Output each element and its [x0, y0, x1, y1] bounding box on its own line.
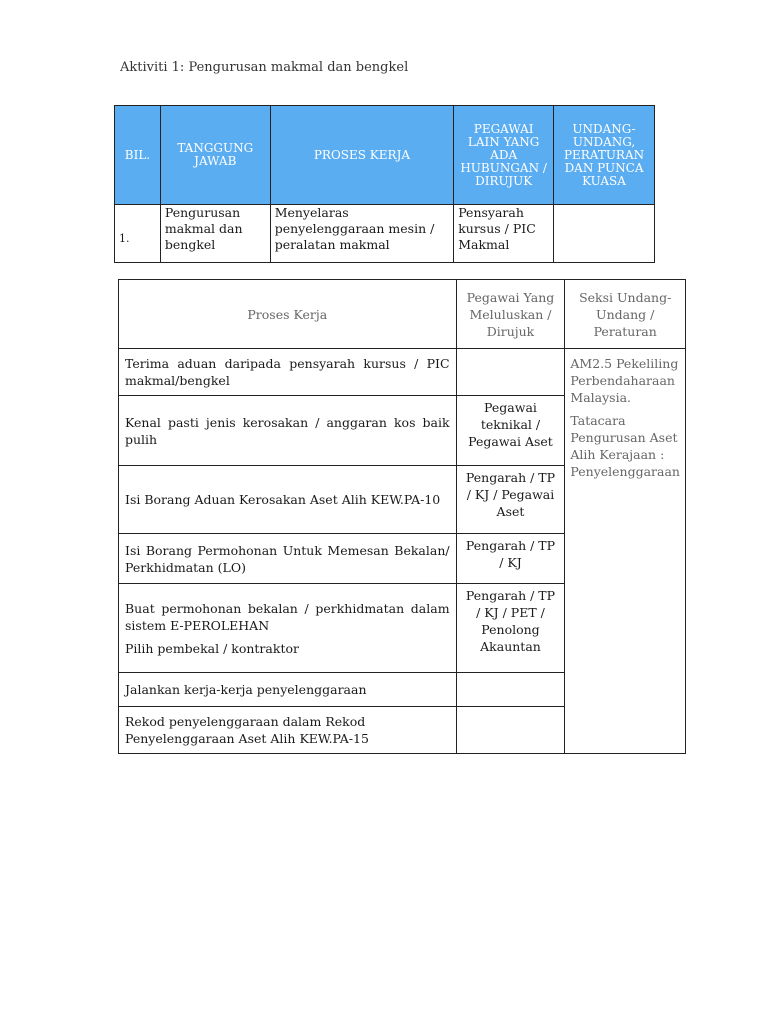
process-cell: Kenal pasti jenis kerosakan / anggaran kos baik pulih: [119, 396, 457, 466]
table-row: [115, 205, 655, 263]
header-pegawai-meluluskan: Pegawai Yang Meluluskan / Dirujuk: [456, 280, 565, 349]
approver-cell: [456, 349, 565, 396]
process-text-secondary: Pilih pembekal / kontraktor: [125, 640, 299, 656]
header-bil: BIL.: [115, 106, 161, 205]
cell-pegawai-lain: Pensyarah kursus / PIC Makmal: [454, 205, 554, 263]
section-text-pekeliling: AM2.5 Pekeliling Perbendaharaan Malaysia.: [570, 356, 679, 405]
approver-cell: Pengarah / TP / KJ / PET / Penolong Akauntan: [456, 584, 565, 673]
cell-undang-undang: [554, 205, 655, 263]
header-seksi-undang: Seksi Undang-Undang / Peraturan: [565, 280, 686, 349]
header-undang-undang: UNDANG-UNDANG, PERATURAN DAN PUNCA KUASA: [554, 106, 655, 205]
header-proses-kerja: PROSES KERJA: [270, 106, 454, 205]
section-cell: [565, 349, 686, 754]
table-header-row: [119, 280, 686, 349]
approver-cell: [456, 707, 565, 754]
process-cell: Isi Borang Permohonan Untuk Memesan Bekalan/ Perkhidmatan (LO): [119, 534, 457, 584]
header-pegawai-lain: PEGAWAI LAIN YANG ADA HUBUNGAN / DIRUJUK: [454, 106, 554, 205]
cell-bil: 1.: [115, 205, 161, 263]
approver-cell: [456, 673, 565, 707]
approver-cell: Pengarah / TP / KJ: [456, 534, 565, 584]
section-text-tatacara: Tatacara Pengurusan Aset Alih Kerajaan : Penyelenggaraan: [570, 413, 680, 479]
header-proses-kerja: Proses Kerja: [119, 280, 457, 349]
process-cell: Rekod penyelenggaraan dalam Rekod Penyelenggaraan Aset Alih KEW.PA-15: [119, 707, 457, 754]
process-text: Buat permohonan bekalan / perkhidmatan dalam sistem E-PEROLEHAN: [125, 600, 450, 633]
responsibility-table: [114, 105, 655, 263]
cell-tanggungjawab: Pengurusan makmal dan bengkel: [160, 205, 270, 263]
header-tanggungjawab: TANGGUNG JAWAB: [160, 106, 270, 205]
approver-cell: Pengarah / TP / KJ / Pegawai Aset: [456, 466, 565, 534]
process-cell: Isi Borang Aduan Kerosakan Aset Alih KEW.PA-10: [119, 466, 457, 534]
process-cell: Jalankan kerja-kerja penyelenggaraan: [119, 673, 457, 707]
activity-title: Aktiviti 1: Pengurusan makmal dan bengkel: [120, 60, 409, 75]
table-row: [119, 349, 686, 396]
process-cell: [119, 584, 457, 673]
process-cell: Terima aduan daripada pensyarah kursus / PIC makmal/bengkel: [119, 349, 457, 396]
process-table: [118, 279, 686, 754]
cell-proses-kerja: Menyelaras penyelenggaraan mesin / peralatan makmal: [270, 205, 454, 263]
approver-cell: Pegawai teknikal / Pegawai Aset: [456, 396, 565, 466]
table-header-row: [115, 106, 655, 205]
